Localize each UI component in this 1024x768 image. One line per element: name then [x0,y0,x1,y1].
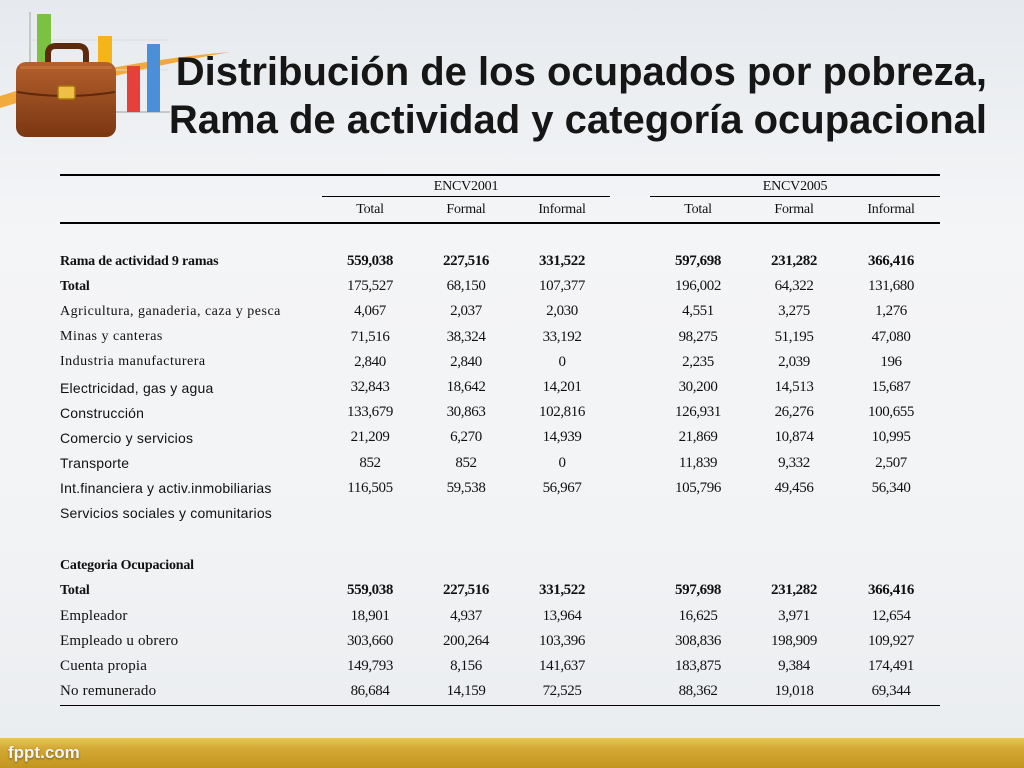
column-gap [610,425,650,450]
cell-encv2001-total: 71,516 [350,328,390,345]
table-row [60,654,940,679]
cell-encv2001-total: 116,505 [347,479,393,496]
cell-encv2005-formal: 9,384 [778,657,810,674]
column-gap [610,578,650,603]
row-label: Empleador [60,607,128,624]
cell-encv2005-formal: 3,971 [778,607,810,624]
cell-encv2001-total: 149,793 [347,657,393,674]
column-gap [610,451,650,476]
cell-encv2001-total: 133,679 [347,404,393,421]
cell-encv2005-informal: 366,416 [868,582,914,599]
group-header-encv2001: ENCV2001 [433,179,499,194]
cell-encv2001-formal: 68,150 [446,278,486,295]
cell-encv2001-formal: 30,863 [446,404,486,421]
cell-encv2005-formal: 51,195 [774,328,814,345]
spacer-cell [60,526,940,553]
row-label: Minas y canteras [60,329,163,345]
row-label: Transporte [60,455,130,472]
table-row [60,578,940,603]
cell-encv2001-formal: 18,642 [446,379,486,396]
row-label: Electricidad, gas y agua [60,379,214,396]
column-gap [610,654,650,679]
row-label: Industria manufacturera [60,354,206,370]
cell-encv2001-formal: 227,516 [443,582,489,599]
row-label: Int.financiera y activ.inmobiliarias [60,480,272,497]
cell-encv2001-total: 18,901 [350,607,390,624]
table-row [60,249,940,274]
cell-encv2001-informal: 103,396 [539,632,585,649]
cell-encv2001-total: 4,067 [354,303,386,320]
cell-encv2005-informal: 56,340 [871,479,911,496]
cell-encv2005-formal: 64,322 [774,278,814,295]
row-label: Rama de actividad 9 ramas [60,253,219,269]
col-header-encv2001-total: Total [356,202,384,217]
table-row [60,603,940,628]
empty-cells [322,553,940,578]
cell-encv2001-informal: 102,816 [539,404,585,421]
cell-encv2001-total: 559,038 [347,253,393,270]
col-header-encv2001-informal: Informal [538,202,586,217]
cell-encv2005-informal: 100,655 [868,404,914,421]
cell-encv2005-informal: 10,995 [871,429,911,446]
table-row [60,375,940,400]
cell-encv2005-informal: 109,927 [868,632,914,649]
cell-encv2005-total: 196,002 [675,278,721,295]
cell-encv2001-formal: 2,037 [450,303,482,320]
row-label: Total [60,278,90,294]
table-row [60,476,940,501]
cell-encv2005-informal: 174,491 [868,657,914,674]
page-title [140,48,987,144]
column-gap [610,679,650,704]
data-table [60,176,940,704]
cell-encv2001-informal: 0 [558,353,566,370]
table-bottom-rule [60,705,940,707]
table-row [60,679,940,704]
section-heading-row [60,553,940,578]
spacer-cell [60,222,940,249]
cell-encv2005-informal: 47,080 [871,328,911,345]
cell-encv2001-formal: 852 [455,454,477,471]
spacer-row [60,222,940,249]
col-header-encv2001-formal: Formal [446,202,486,217]
cell-encv2005-informal: 131,680 [868,278,914,295]
table-row [60,299,940,324]
title-line-2: Rama de actividad y categoría ocupacional [168,98,987,142]
cell-encv2001-formal: 38,324 [446,328,486,345]
cell-encv2005-total: 30,200 [678,379,718,396]
cell-encv2005-formal: 19,018 [774,683,814,700]
footer-bar [0,738,1024,768]
cell-encv2001-formal: 14,159 [446,683,486,700]
row-label: Construcción [60,404,145,421]
table-row [60,274,940,299]
cell-encv2005-total: 105,796 [675,479,721,496]
cell-encv2005-total: 2,235 [682,353,714,370]
cell-encv2005-formal: 49,456 [774,479,814,496]
header-blank [60,176,322,198]
table-row [60,501,940,526]
cell-encv2001-formal: 200,264 [443,632,489,649]
cell-encv2001-formal: 59,538 [446,479,486,496]
empty-cells [322,501,940,526]
cell-encv2001-informal: 0 [558,454,566,471]
cell-encv2001-formal: 227,516 [443,253,489,270]
cell-encv2001-informal: 33,192 [542,328,582,345]
cell-encv2005-informal: 2,507 [875,454,907,471]
row-label: No remunerado [60,683,157,700]
cell-encv2001-informal: 2,030 [546,303,578,320]
cell-encv2005-formal: 3,275 [778,303,810,320]
cell-encv2005-informal: 69,344 [871,683,911,700]
col-header-encv2005-total: Total [684,202,712,217]
column-gap [610,176,650,198]
table-row [60,350,940,375]
section-heading: Categoria Ocupacional [60,557,194,573]
cell-encv2001-informal: 72,525 [542,683,582,700]
cell-encv2005-total: 98,275 [678,328,718,345]
cell-encv2005-formal: 231,282 [771,582,817,599]
cell-encv2001-informal: 141,637 [539,657,585,674]
cell-encv2001-informal: 13,964 [542,607,582,624]
cell-encv2005-total: 597,698 [675,253,721,270]
column-gap [610,375,650,400]
col-header-encv2005-informal: Informal [867,202,915,217]
group-header-row [60,176,940,198]
cell-encv2001-informal: 107,377 [539,278,585,295]
cell-encv2001-total: 21,209 [350,429,390,446]
cell-encv2005-total: 4,551 [682,303,714,320]
cell-encv2005-total: 126,931 [675,404,721,421]
column-header-row [60,198,940,222]
cell-encv2005-total: 183,875 [675,657,721,674]
column-gap [610,249,650,274]
table-row [60,425,940,450]
table-row [60,451,940,476]
cell-encv2005-informal: 12,654 [871,607,911,624]
column-gap [610,274,650,299]
cell-encv2001-formal: 8,156 [450,657,482,674]
cell-encv2005-informal: 1,276 [875,303,907,320]
column-gap [610,400,650,425]
cell-encv2001-total: 86,684 [350,683,390,700]
header-blank [60,198,322,222]
table-row [60,325,940,350]
cell-encv2001-formal: 4,937 [450,607,482,624]
cell-encv2001-informal: 331,522 [539,253,585,270]
column-gap [610,476,650,501]
column-gap [610,325,650,350]
cell-encv2001-total: 559,038 [347,582,393,599]
cell-encv2005-total: 597,698 [675,582,721,599]
cell-encv2001-formal: 6,270 [450,429,482,446]
cell-encv2001-informal: 331,522 [539,582,585,599]
cell-encv2001-informal: 14,939 [542,429,582,446]
cell-encv2005-total: 16,625 [678,607,718,624]
row-label: Comercio y servicios [60,429,194,446]
column-gap [610,629,650,654]
cell-encv2001-total: 2,840 [354,353,386,370]
cell-encv2005-informal: 366,416 [868,253,914,270]
col-header-encv2005-formal: Formal [774,202,814,217]
table-row [60,400,940,425]
cell-encv2001-total: 175,527 [347,278,393,295]
cell-encv2001-informal: 14,201 [542,379,582,396]
cell-encv2005-formal: 2,039 [778,353,810,370]
group-header-encv2005: ENCV2005 [762,179,828,194]
cell-encv2001-total: 32,843 [350,379,390,396]
cell-encv2005-informal: 15,687 [871,379,911,396]
footer-brand[interactable]: fppt.com [8,743,80,762]
cell-encv2001-total: 303,660 [347,632,393,649]
cell-encv2001-informal: 56,967 [542,479,582,496]
row-label: Cuenta propia [60,657,148,674]
cell-encv2005-formal: 231,282 [771,253,817,270]
cell-encv2001-total: 852 [359,454,381,471]
table-row [60,629,940,654]
cell-encv2005-formal: 14,513 [774,379,814,396]
title-line-1: Distribución de los ocupados por pobreza, [175,50,987,94]
column-gap [610,198,650,222]
cell-encv2001-formal: 2,840 [450,353,482,370]
cell-encv2005-total: 11,839 [678,454,718,471]
cell-encv2005-formal: 10,874 [774,429,814,446]
cell-encv2005-total: 88,362 [678,683,718,700]
cell-encv2005-formal: 26,276 [774,404,814,421]
column-gap [610,299,650,324]
column-gap [610,350,650,375]
row-label: Agricultura, ganaderia, caza y pesca [60,303,281,319]
row-label: Servicios sociales y comunitarios [60,505,273,522]
row-label: Empleado u obrero [60,632,179,649]
row-label: Total [60,582,90,598]
cell-encv2005-informal: 196 [880,353,902,370]
cell-encv2005-total: 21,869 [678,429,718,446]
cell-encv2005-formal: 9,332 [778,454,810,471]
column-gap [610,603,650,628]
spacer-row [60,526,940,553]
cell-encv2005-formal: 198,909 [771,632,817,649]
cell-encv2005-total: 308,836 [675,632,721,649]
